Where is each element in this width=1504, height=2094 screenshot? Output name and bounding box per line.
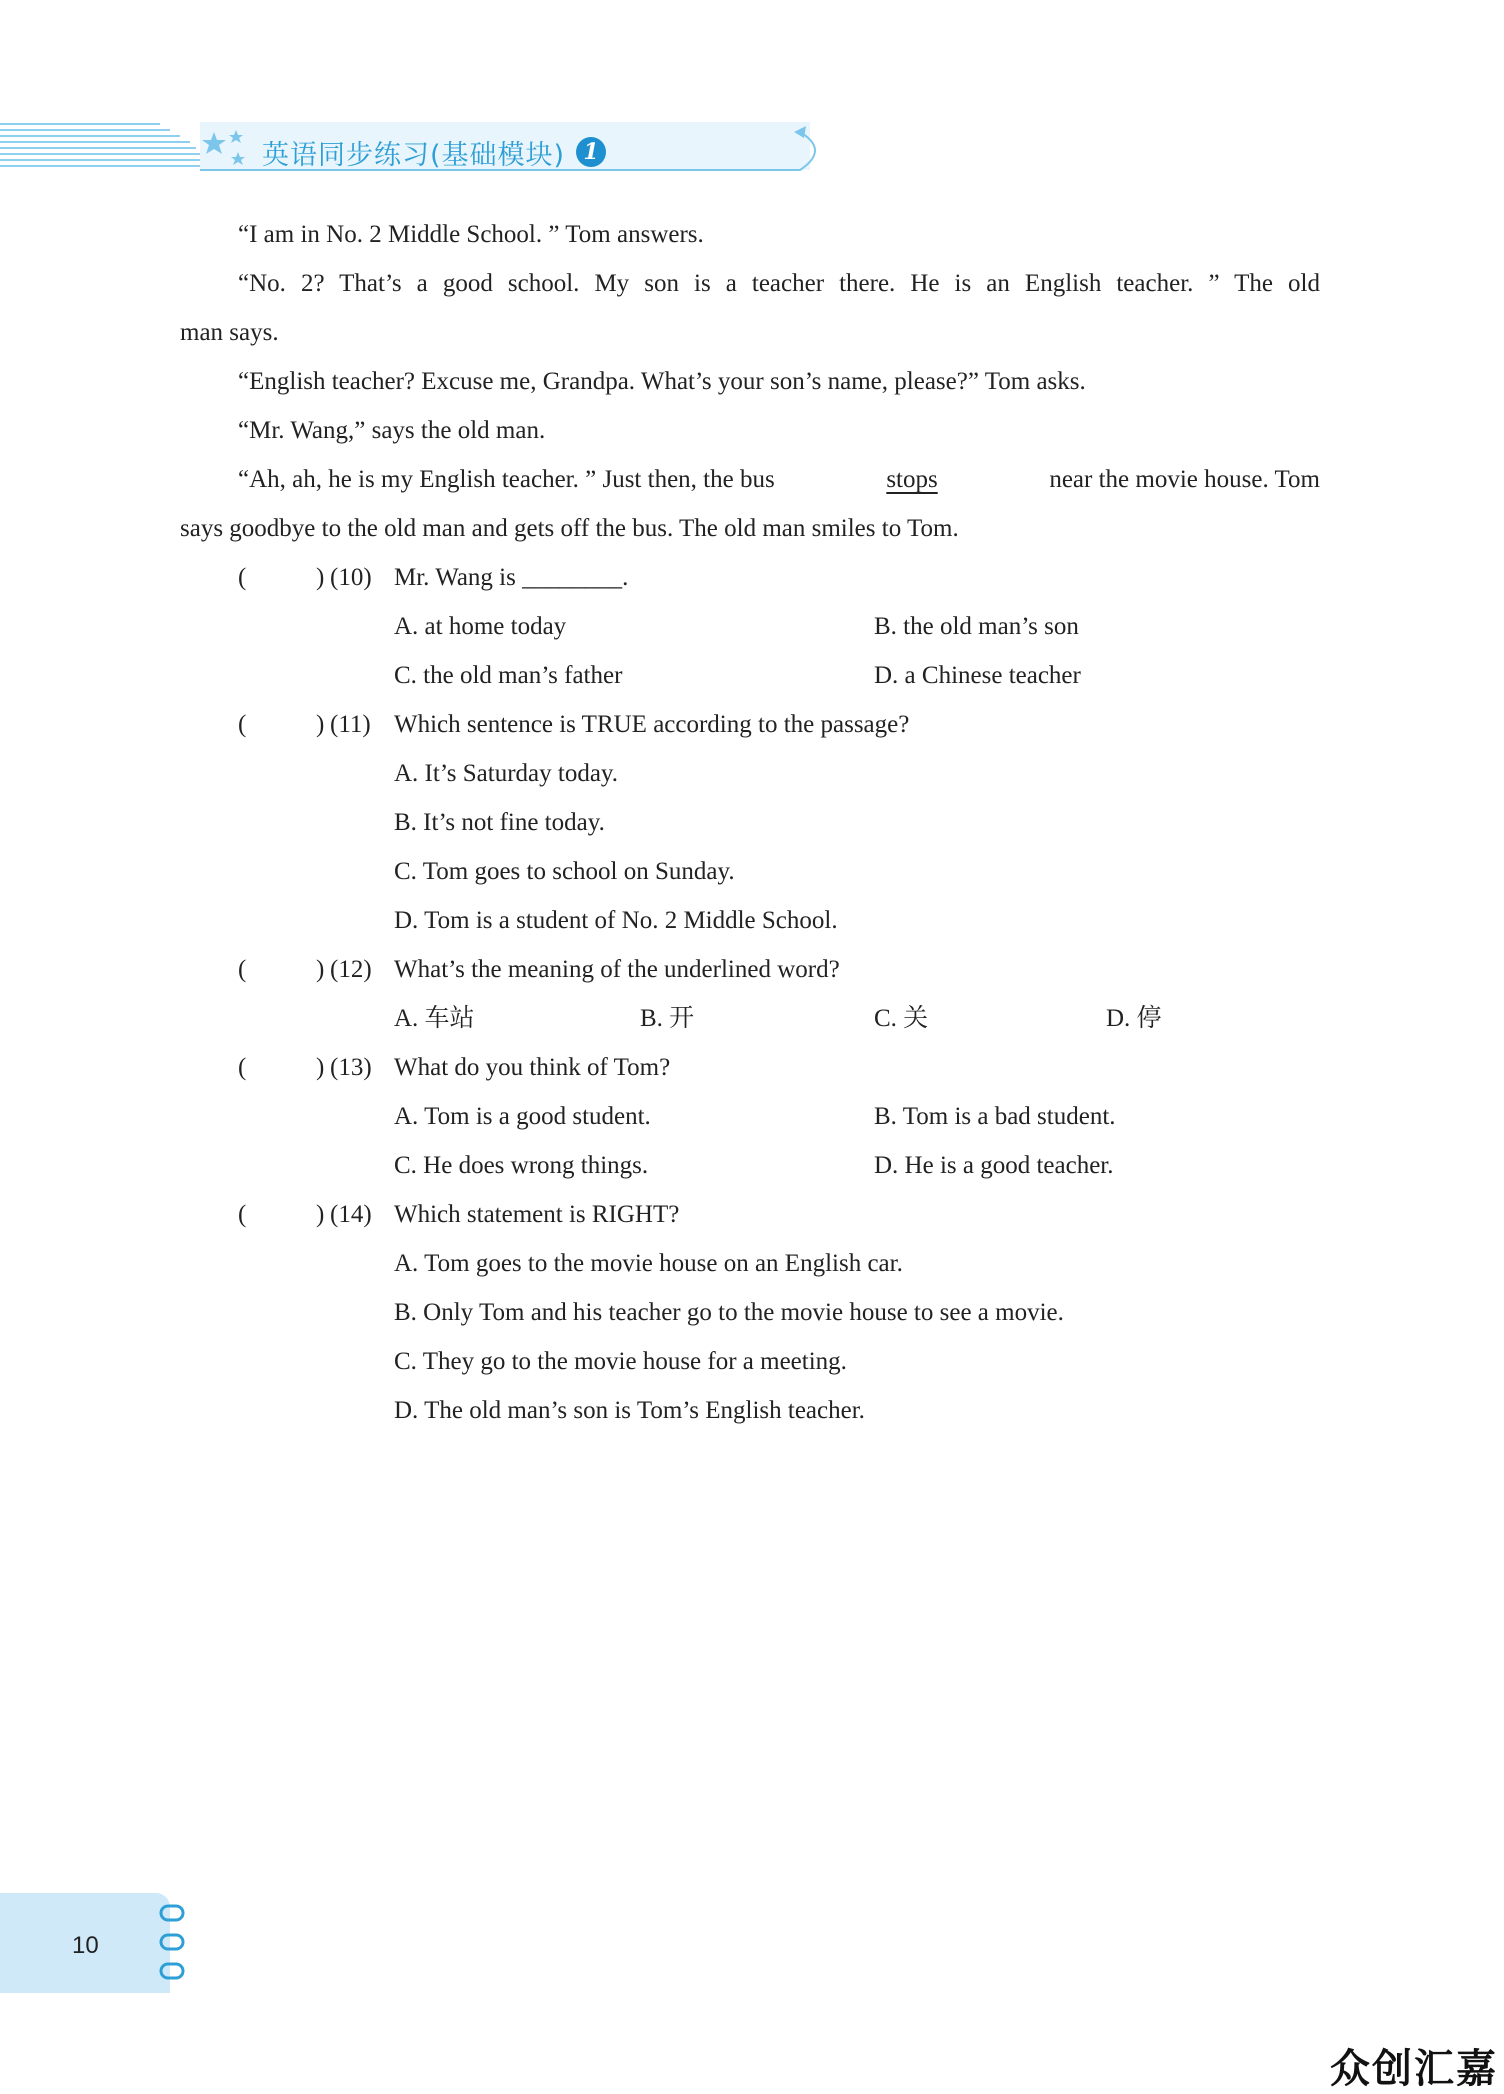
question-number: (13) — [330, 1054, 372, 1081]
passage-text: near the movie house. Tom — [1049, 466, 1320, 493]
answer-paren-open: ( — [238, 1201, 247, 1228]
option-b: B. Tom is a bad student. — [874, 1103, 1116, 1130]
question-number: (12) — [330, 956, 372, 983]
question-stem: Which sentence is TRUE according to the passage? — [394, 711, 910, 738]
answer-paren-close[interactable]: ) — [316, 1054, 325, 1081]
option-a: A. Tom is a good student. — [394, 1103, 651, 1130]
passage-paragraph: “English teacher? Excuse me, Grandpa. What’s your son’s name, please?” Tom asks. — [238, 368, 1086, 395]
watermark: 众创汇嘉 — [1330, 2046, 1498, 2092]
answer-paren-open: ( — [238, 956, 247, 983]
option-a: A. It’s Saturday today. — [394, 760, 619, 787]
binder-rings-icon — [158, 1904, 186, 1984]
answer-paren-close[interactable]: ) — [316, 1201, 325, 1228]
option-d: D. Tom is a student of No. 2 Middle School. — [394, 907, 838, 934]
passage-paragraph: man says. — [180, 319, 279, 346]
question-stem: Mr. Wang is ________. — [394, 564, 629, 591]
option-a: A. 车站 — [394, 1005, 475, 1032]
option-c: C. They go to the movie house for a meeting. — [394, 1348, 847, 1375]
option-d: D. 停 — [1106, 1005, 1162, 1032]
option-a: A. at home today — [394, 613, 567, 640]
option-c: C. He does wrong things. — [394, 1152, 649, 1179]
underlined-word: stops — [886, 466, 938, 493]
option-d: D. The old man’s son is Tom’s English teacher. — [394, 1397, 865, 1424]
option-a: A. Tom goes to the movie house on an English car. — [394, 1250, 903, 1277]
passage-paragraph: “No. 2? That’s a good school. My son is a teacher there. He is an English teacher. ” The old — [238, 270, 1320, 297]
question-number: (10) — [330, 564, 372, 591]
answer-paren-close[interactable]: ) — [316, 956, 325, 983]
answer-paren-open: ( — [238, 711, 247, 738]
answer-paren-open: ( — [238, 1054, 247, 1081]
option-c: C. 关 — [874, 1005, 929, 1032]
passage-paragraph: “Mr. Wang,” says the old man. — [238, 417, 546, 444]
answer-paren-close[interactable]: ) — [316, 711, 325, 738]
option-c: C. the old man’s father — [394, 662, 623, 689]
option-b: B. the old man’s son — [874, 613, 1079, 640]
page-number: 10 — [72, 1932, 99, 1959]
answer-paren-open: ( — [238, 564, 247, 591]
option-b: B. 开 — [640, 1005, 695, 1032]
passage-text: “Ah, ah, he is my English teacher. ” Just then, the bus — [238, 466, 775, 493]
passage-paragraph: says goodbye to the old man and gets off the bus. The old man smiles to Tom. — [180, 515, 959, 542]
question-number: (14) — [330, 1201, 372, 1228]
question-stem: What’s the meaning of the underlined word? — [394, 956, 840, 983]
option-b: B. Only Tom and his teacher go to the movie house to see a movie. — [394, 1299, 1064, 1326]
option-c: C. Tom goes to school on Sunday. — [394, 858, 735, 885]
question-stem: What do you think of Tom? — [394, 1054, 671, 1081]
passage-paragraph — [238, 463, 1320, 497]
header-title: 英语同步练习(基础模块) — [262, 140, 566, 171]
option-b: B. It’s not fine today. — [394, 809, 605, 836]
question-number: (11) — [330, 711, 371, 738]
option-d: D. a Chinese teacher — [874, 662, 1081, 689]
option-d: D. He is a good teacher. — [874, 1152, 1114, 1179]
passage-paragraph: “I am in No. 2 Middle School. ” Tom answers. — [238, 221, 704, 248]
question-stem: Which statement is RIGHT? — [394, 1201, 680, 1228]
answer-paren-close[interactable]: ) — [316, 564, 325, 591]
volume-badge: 1 — [576, 137, 606, 167]
